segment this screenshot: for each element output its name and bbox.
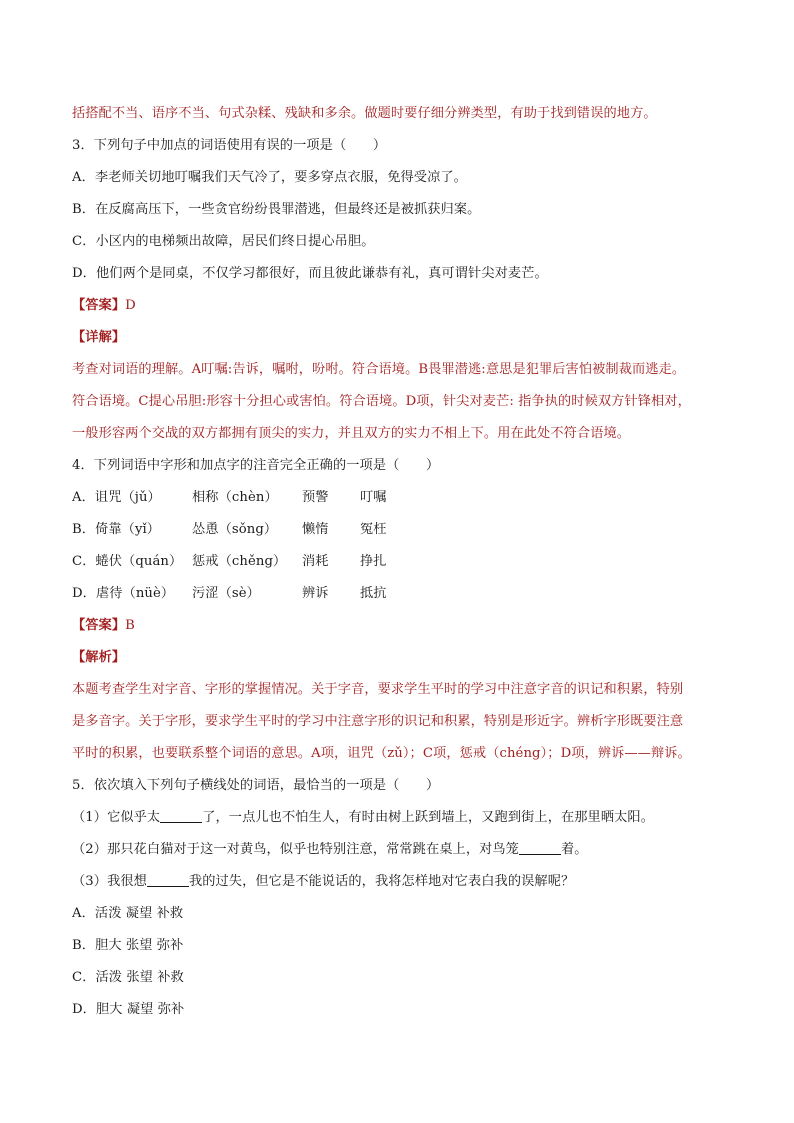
q5-s1-part-a: （1）它似乎太 bbox=[72, 810, 161, 825]
q4-a-word-1: A．诅咒（jǔ） bbox=[72, 490, 161, 505]
q4-option-c bbox=[72, 546, 732, 578]
q4-option-d bbox=[72, 578, 732, 610]
q5-option-b: B．胆大 张望 弥补 bbox=[72, 938, 184, 953]
q4-b-word-4: 冤枉 bbox=[360, 522, 387, 537]
q3-option-b: B．在反腐高压下，一些贪官纷纷畏罪潜逃，但最终还是被抓获归案。 bbox=[72, 202, 481, 217]
q4-c-word-2: 惩戒（chěng） bbox=[192, 554, 287, 569]
q4-d-word-1: D．虐待（nüè） bbox=[72, 586, 175, 601]
q4-stem: 4．下列词语中字形和加点字的注音完全正确的一项是（ ） bbox=[72, 458, 440, 473]
q4-d-word-3: 辨诉 bbox=[302, 586, 329, 601]
q3-answer-value: D bbox=[125, 298, 136, 313]
q5-option-a: A．活泼 凝望 补救 bbox=[72, 906, 184, 921]
q5-s2-blank bbox=[519, 840, 561, 855]
q5-s1-blank bbox=[160, 808, 202, 823]
q5-stem: 5．依次填入下列句子横线处的词语，最恰当的一项是（ ） bbox=[72, 778, 440, 793]
q4-c-word-4: 挣扎 bbox=[360, 554, 387, 569]
q5-s3-part-a: （3）我很想 bbox=[72, 874, 147, 889]
q3-option-a: A．李老师关切地叮嘱我们天气冷了，要多穿点衣服，免得受凉了。 bbox=[72, 170, 467, 185]
q5-sentence-1 bbox=[72, 802, 732, 834]
q3-explain-line-2: 符合语境。C提心吊胆:形容十分担心或害怕。符合语境。D项，针尖对麦芒: 指争执的时候双方针锋相对， bbox=[72, 394, 691, 409]
q4-d-word-2: 污涩（sè） bbox=[192, 586, 260, 601]
q3-answer bbox=[72, 290, 732, 322]
q5-option-c: C．活泼 张望 补救 bbox=[72, 970, 184, 985]
q4-d-word-4: 抵抗 bbox=[360, 586, 387, 601]
q4-explain-line-1: 本题考查学生对字音、字形的掌握情况。关于字音，要求学生平时的学习中注意字音的识记和积累，特别 bbox=[72, 682, 684, 697]
q5-s2-part-b: 着。 bbox=[560, 842, 588, 857]
q3-stem: 3．下列句子中加点的词语使用有误的一项是（ ） bbox=[72, 138, 387, 153]
q4-a-word-2: 相称（chèn） bbox=[192, 490, 278, 505]
q4-explain-label: 【解析】 bbox=[72, 650, 126, 665]
q4-option-a bbox=[72, 482, 732, 514]
q3-answer-label: 【答案】 bbox=[72, 298, 126, 313]
q4-answer bbox=[72, 610, 732, 642]
intro-line: 括搭配不当、语序不当、句式杂糅、残缺和多余。做题时要仔细分辨类型，有助于找到错误的地方。 bbox=[72, 106, 657, 121]
q3-explain-label: 【详解】 bbox=[72, 330, 126, 345]
document-page bbox=[72, 98, 732, 1026]
q4-a-word-3: 预警 bbox=[302, 490, 329, 505]
q5-s1-part-b: 了，一点儿也不怕生人，有时由树上跃到墙上，又跑到街上，在那里晒太阳。 bbox=[202, 810, 654, 825]
q4-explain-line-3: 平时的积累，也要联系整个词语的意思。A项，诅咒（zǔ）；C项，惩戒（chéng）；D项，辨诉——辩诉。 bbox=[72, 746, 691, 761]
q4-answer-value: B bbox=[125, 618, 135, 633]
q4-a-word-4: 叮嘱 bbox=[360, 490, 387, 505]
q4-explain-line-2: 是多音字。关于字形，要求学生平时的学习中注意字形的识记和积累，特别是形近字。辨析字形既要注意 bbox=[72, 714, 684, 729]
q4-answer-label: 【答案】 bbox=[72, 618, 126, 633]
q5-s2-part-a: （2）那只花白猫对于这一对黄鸟，似乎也特别注意，常常跳在桌上，对鸟笼 bbox=[72, 842, 519, 857]
q4-b-word-3: 懒惰 bbox=[302, 522, 329, 537]
q5-s3-blank bbox=[147, 872, 189, 887]
q4-option-b bbox=[72, 514, 732, 546]
q3-option-d: D．他们两个是同桌，不仅学习都很好，而且彼此谦恭有礼，真可谓针尖对麦芒。 bbox=[72, 266, 548, 281]
q5-sentence-2 bbox=[72, 834, 732, 866]
q4-b-word-2: 怂恿（sǒng） bbox=[192, 522, 278, 537]
q3-explain-line-1: 考查对词语的理解。A叮嘱:告诉，嘱咐，吩咐。符合语境。B畏罪潜逃:意思是犯罪后害怕被制裁而逃走。 bbox=[72, 362, 686, 377]
q4-b-word-1: B．倚靠（yǐ） bbox=[72, 522, 161, 537]
q3-option-c: C．小区内的电梯频出故障，居民们终日提心吊胆。 bbox=[72, 234, 375, 249]
q4-c-word-1: C．蜷伏（quán） bbox=[72, 554, 183, 569]
q5-option-d: D．胆大 凝望 弥补 bbox=[72, 1002, 185, 1017]
q5-sentence-3 bbox=[72, 866, 732, 898]
q3-explain-line-3: 一般形容两个交战的双方都拥有顶尖的实力，并且双方的实力不相上下。用在此处不符合语境。 bbox=[72, 426, 631, 441]
q4-c-word-3: 消耗 bbox=[302, 554, 329, 569]
q5-s3-part-b: 我的过失，但它是不能说话的，我将怎样地对它表白我的误解呢？ bbox=[188, 874, 575, 889]
